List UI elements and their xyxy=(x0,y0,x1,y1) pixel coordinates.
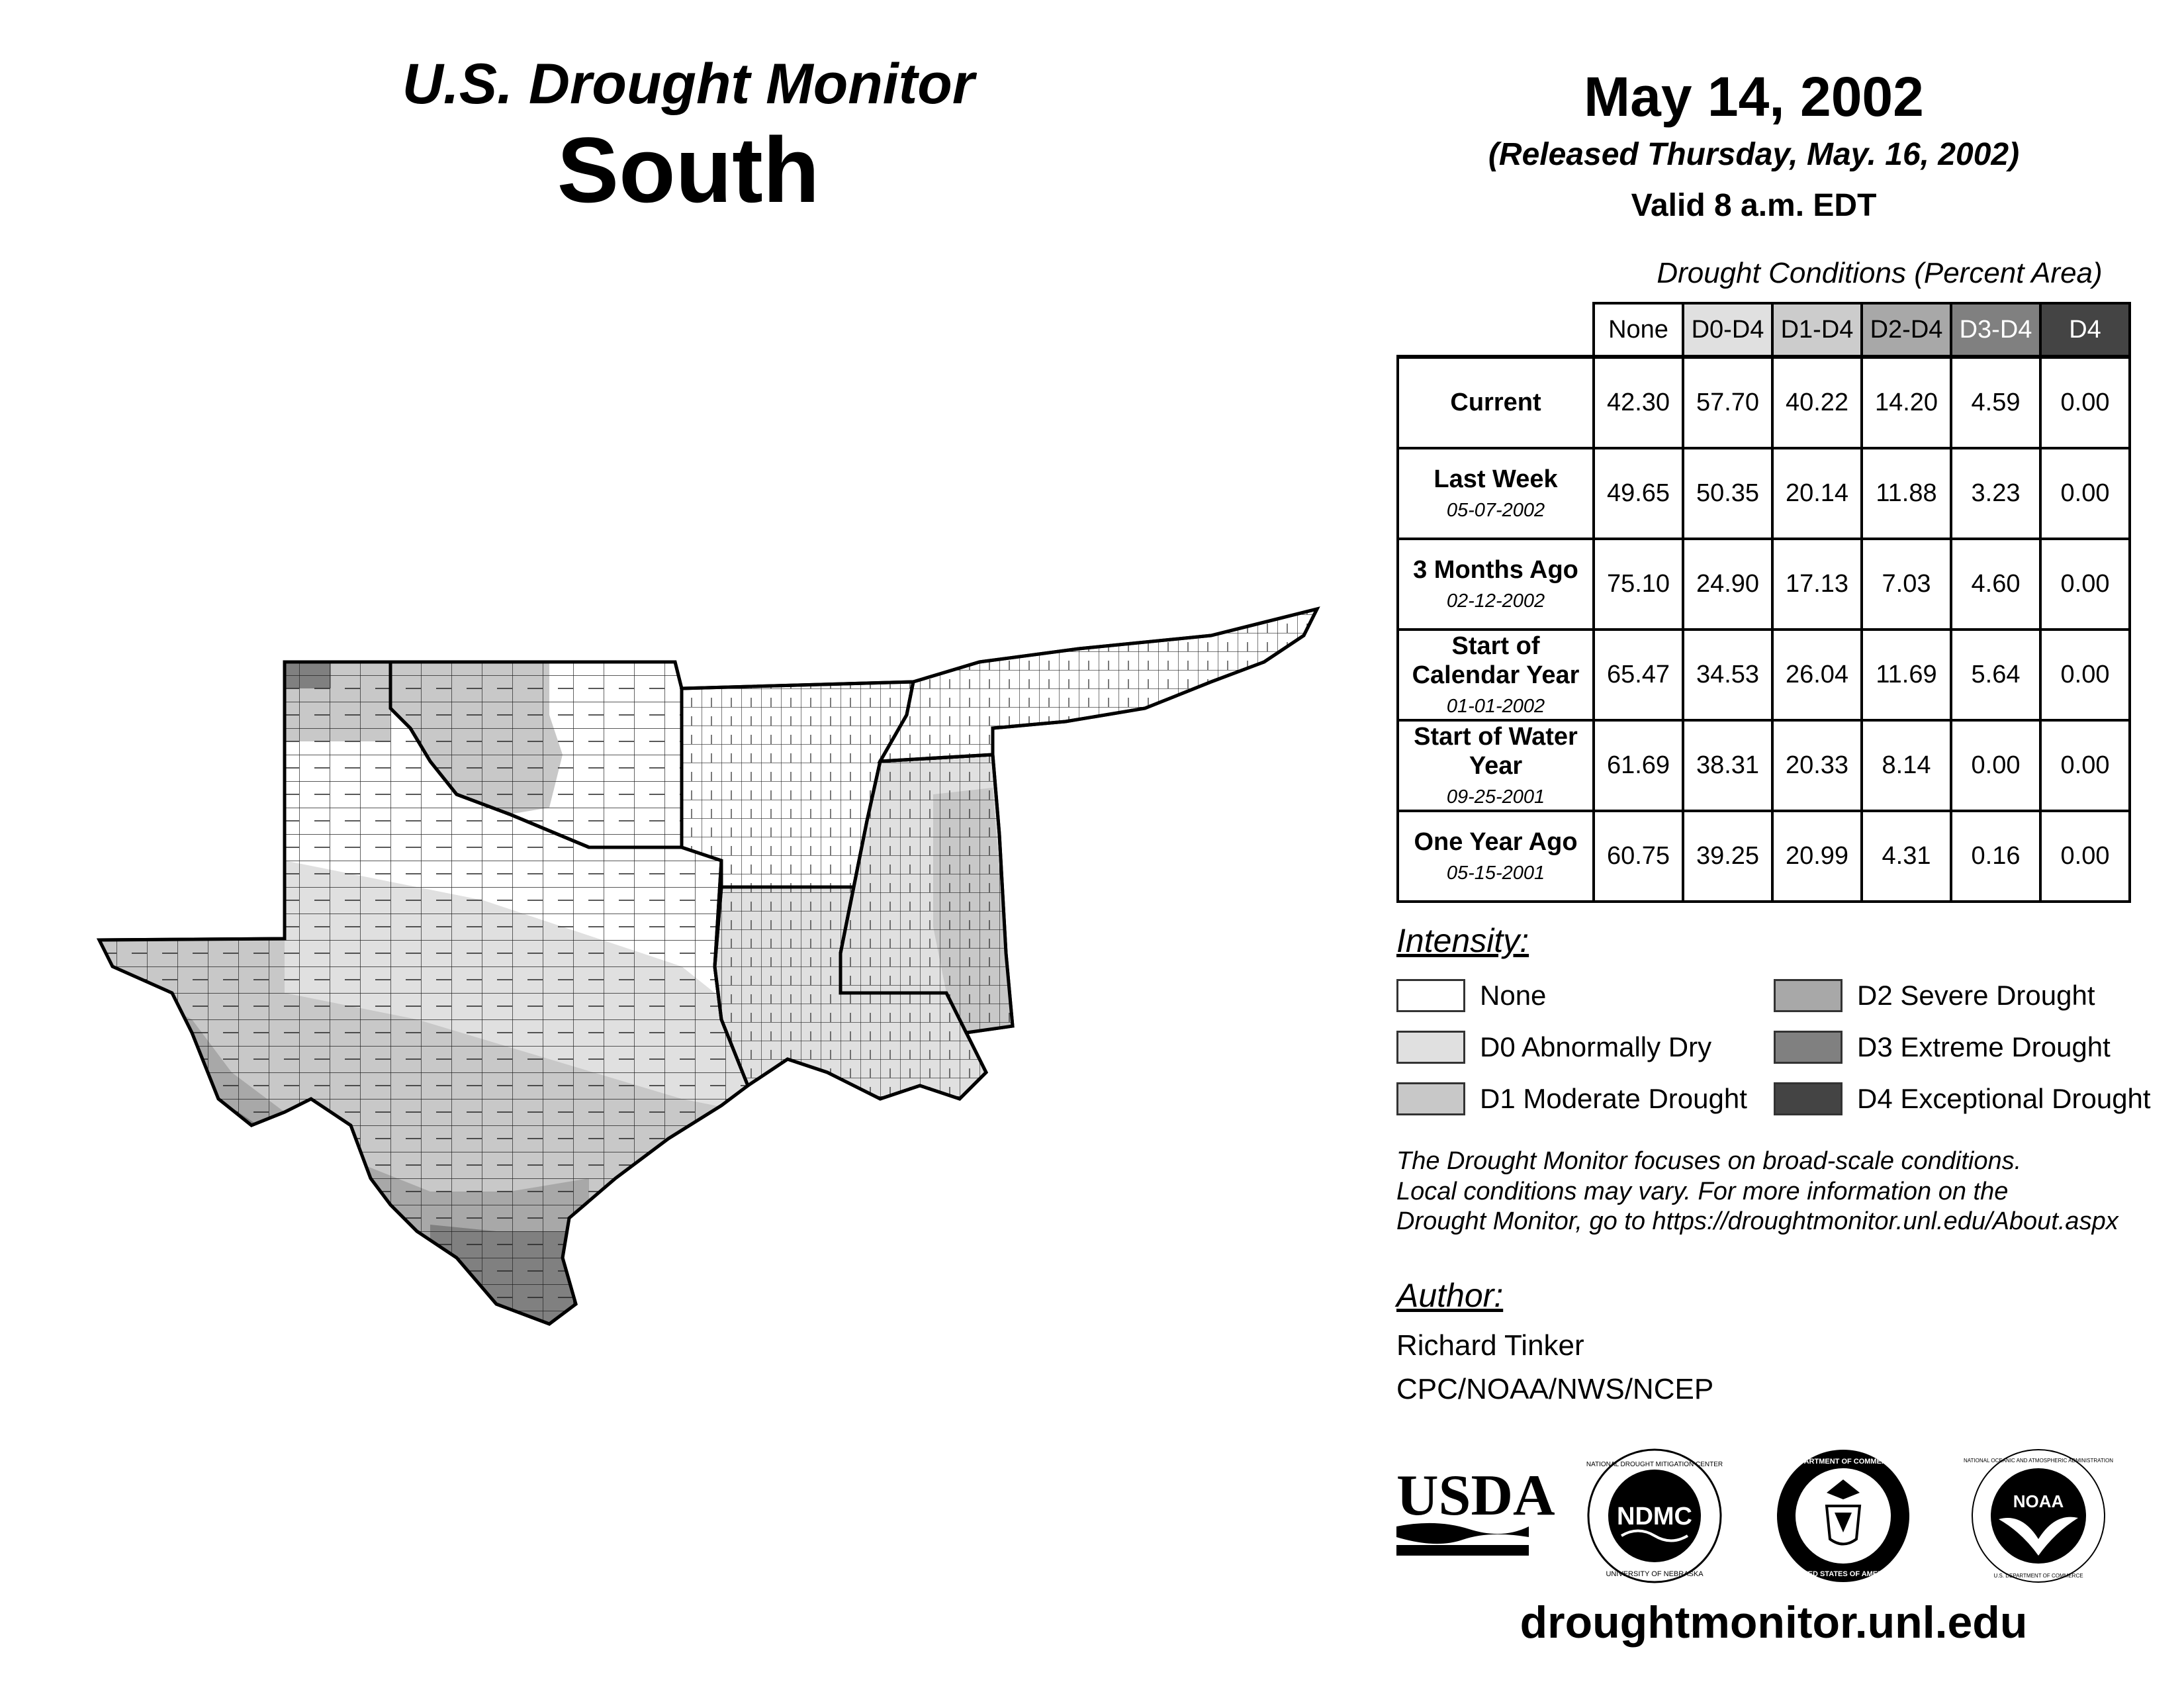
table-cell: 20.99 xyxy=(1772,811,1862,902)
table-row xyxy=(1398,448,2130,539)
row-label: Start of Calendar Year 01-01-2002 xyxy=(1398,630,1594,720)
table-cell: 61.69 xyxy=(1594,720,1683,811)
table-row xyxy=(1398,539,2130,630)
region-title: South xyxy=(557,118,820,222)
svg-text:NDMC: NDMC xyxy=(1617,1503,1692,1530)
drought-map xyxy=(86,596,1317,1337)
col-none: None xyxy=(1594,303,1683,357)
svg-text:DEPARTMENT OF COMMERCE: DEPARTMENT OF COMMERCE xyxy=(1789,1458,1897,1466)
table-cell: 0.00 xyxy=(2040,720,2130,811)
date-header xyxy=(1423,66,2085,224)
col-d0-d4: D0-D4 xyxy=(1683,303,1772,357)
disclaimer-note xyxy=(1396,1147,2177,1237)
table-cell: 34.53 xyxy=(1683,630,1772,720)
table-cell: 20.33 xyxy=(1772,720,1862,811)
table-cell: 0.00 xyxy=(2040,448,2130,539)
table-cell: 39.25 xyxy=(1683,811,1772,902)
legend-label: D4 Exceptional Drought xyxy=(1857,1083,2151,1114)
table-corner xyxy=(1398,303,1594,357)
table-header-row xyxy=(1398,303,2130,357)
legend-swatch xyxy=(1396,1082,1465,1115)
table-cell: 0.16 xyxy=(1951,811,2040,902)
tennessee xyxy=(880,609,1317,761)
author-title: Author: xyxy=(1396,1277,1504,1314)
legend-title: Intensity: xyxy=(1396,922,1529,959)
legend-label: D1 Moderate Drought xyxy=(1480,1083,1747,1114)
author-name: Richard Tinker xyxy=(1396,1329,1584,1362)
website-link[interactable]: droughtmonitor.unl.edu xyxy=(1520,1597,2028,1648)
legend-swatch xyxy=(1396,979,1465,1012)
table-cell: 26.04 xyxy=(1772,630,1862,720)
table-row xyxy=(1398,720,2130,811)
table-cell: 4.31 xyxy=(1862,811,1951,902)
note-line: The Drought Monitor focuses on broad-scale conditions. xyxy=(1396,1147,2022,1175)
table-cell: 20.14 xyxy=(1772,448,1862,539)
legend-item-d0 xyxy=(1396,1029,1711,1065)
svg-text:USDA: USDA xyxy=(1396,1464,1555,1528)
table-cell: 8.14 xyxy=(1862,720,1951,811)
table-cell: 0.00 xyxy=(2040,630,2130,720)
row-label: Start of Water Year 09-25-2001 xyxy=(1398,720,1594,811)
usda-logo xyxy=(1396,1463,1555,1562)
svg-text:UNITED STATES OF AMERICA: UNITED STATES OF AMERICA xyxy=(1790,1570,1896,1578)
drought-conditions-table xyxy=(1396,302,2131,903)
col-d3-d4: D3-D4 xyxy=(1951,303,2040,357)
table-cell: 60.75 xyxy=(1594,811,1683,902)
release-date: (Released Thursday, May. 16, 2002) xyxy=(1488,137,2020,173)
table-cell: 50.35 xyxy=(1683,448,1772,539)
legend-item-d2 xyxy=(1774,978,2095,1013)
table-cell: 42.30 xyxy=(1594,357,1683,448)
svg-text:NATIONAL OCEANIC AND ATMOSPHER: NATIONAL OCEANIC AND ATMOSPHERIC ADMINISTRATION xyxy=(1964,1458,2113,1464)
table-cell: 4.60 xyxy=(1951,539,2040,630)
table-caption: Drought Conditions (Percent Area) xyxy=(1657,257,2103,289)
table-cell: 3.23 xyxy=(1951,448,2040,539)
table-cell: 5.64 xyxy=(1951,630,2040,720)
table-cell: 4.59 xyxy=(1951,357,2040,448)
map-header xyxy=(371,54,1006,221)
table-row xyxy=(1398,630,2130,720)
legend-swatch xyxy=(1774,1082,1843,1115)
table-cell: 0.00 xyxy=(1951,720,2040,811)
table-cell: 65.47 xyxy=(1594,630,1683,720)
svg-text:NATIONAL DROUGHT MITIGATION CE: NATIONAL DROUGHT MITIGATION CENTER xyxy=(1586,1461,1723,1468)
table-cell: 0.00 xyxy=(2040,357,2130,448)
table-row xyxy=(1398,357,2130,448)
svg-text:NOAA: NOAA xyxy=(2013,1491,2064,1511)
table-cell: 0.00 xyxy=(2040,539,2130,630)
legend-item-d3 xyxy=(1774,1029,2111,1065)
table-cell: 49.65 xyxy=(1594,448,1683,539)
note-line: Drought Monitor, go to https://droughtmonitor.unl.edu/About.aspx xyxy=(1396,1207,2118,1236)
legend-swatch xyxy=(1774,1031,1843,1064)
author-block xyxy=(1396,1324,1713,1411)
table-cell: 40.22 xyxy=(1772,357,1862,448)
author-org: CPC/NOAA/NWS/NCEP xyxy=(1396,1373,1714,1405)
svg-text:U.S. DEPARTMENT OF COMMERCE: U.S. DEPARTMENT OF COMMERCE xyxy=(1993,1573,2083,1579)
legend-label: D2 Severe Drought xyxy=(1857,980,2095,1011)
ndmc-logo xyxy=(1585,1446,1724,1585)
legend-label: None xyxy=(1480,980,1547,1011)
table-cell: 14.20 xyxy=(1862,357,1951,448)
table-cell: 24.90 xyxy=(1683,539,1772,630)
table-cell: 0.00 xyxy=(2040,811,2130,902)
legend-swatch xyxy=(1396,1031,1465,1064)
row-label: Last Week 05-07-2002 xyxy=(1398,448,1594,539)
doc-seal-logo xyxy=(1774,1446,1913,1585)
valid-time: Valid 8 a.m. EDT xyxy=(1631,188,1877,224)
map-date: May 14, 2002 xyxy=(1584,66,1924,128)
map-title: U.S. Drought Monitor xyxy=(402,52,975,116)
legend-label: D0 Abnormally Dry xyxy=(1480,1031,1712,1062)
table-cell: 7.03 xyxy=(1862,539,1951,630)
row-label: 3 Months Ago 02-12-2002 xyxy=(1398,539,1594,630)
table-cell: 57.70 xyxy=(1683,357,1772,448)
legend-swatch xyxy=(1774,979,1843,1012)
legend-label: D3 Extreme Drought xyxy=(1857,1031,2111,1062)
row-label: One Year Ago 05-15-2001 xyxy=(1398,811,1594,902)
note-line: Local conditions may vary. For more information on the xyxy=(1396,1177,2009,1205)
table-cell: 11.69 xyxy=(1862,630,1951,720)
legend-item-d1 xyxy=(1396,1081,1747,1117)
col-d1-d4: D1-D4 xyxy=(1772,303,1862,357)
table-cell: 11.88 xyxy=(1862,448,1951,539)
col-d2-d4: D2-D4 xyxy=(1862,303,1951,357)
row-label: Current xyxy=(1398,357,1594,448)
legend-item-d4 xyxy=(1774,1081,2151,1117)
col-d4: D4 xyxy=(2040,303,2130,357)
legend-item-none xyxy=(1396,978,1546,1013)
table-cell: 75.10 xyxy=(1594,539,1683,630)
noaa-logo xyxy=(1964,1446,2113,1585)
table-cell: 17.13 xyxy=(1772,539,1862,630)
table-cell: 38.31 xyxy=(1683,720,1772,811)
table-row xyxy=(1398,811,2130,902)
svg-text:UNIVERSITY OF NEBRASKA: UNIVERSITY OF NEBRASKA xyxy=(1606,1570,1704,1578)
